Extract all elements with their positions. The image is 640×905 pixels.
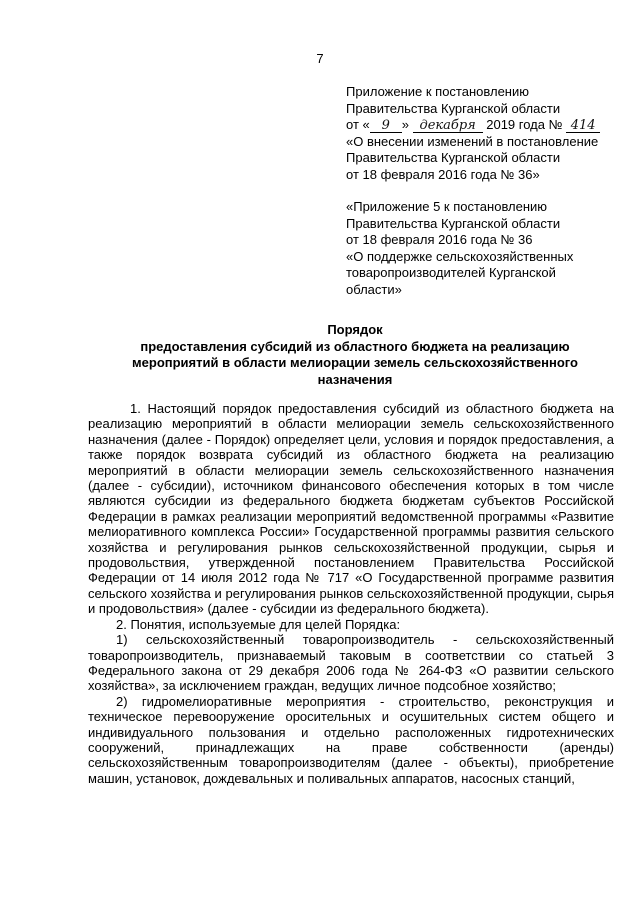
- appendix-line: Правительства Курганской области: [346, 215, 561, 231]
- date-mid: »: [401, 117, 409, 132]
- appendix-line: «Приложение 5 к постановлению: [346, 199, 548, 214]
- appendix-line: «О поддержке сельскохозяйственных: [346, 248, 574, 264]
- paragraph-1: 1. Настоящий порядок предоставления субсидий из областного бюджета на реализацию мероприятий в области мелиорации земель сельскохозяйственного назначения (далее - Порядок) определяет цели, условия и порядок предоставления, а также порядок возврата субсидий из областного бюджета на реализацию мероприятий в области мелиорации земель сельскохозяйственного назначения (далее - субсидии), источником финансового обеспечения которых в том числе являются субсидии из федерального бюджета бюджетам субъектов Российской Федерации в рамках реализации мероприятий ведомственной программы «Развитие мелиоративного комплекса России» Государственной программы развития сельского хозяйства и регулирования рынков сельскохозяйственной продукции, сырья и продовольствия, утвержденной постановлением Правительства Российской Федерации от 14 июля 2012 года № 717 «О Государственной программе развития сельского хозяйства и регулирования рынков сельскохозяйственной продукции, сырья и продовольствия» (далее - субсидии из федерального бюджета).: [88, 401, 614, 617]
- date-suffix: 2019 года №: [486, 117, 563, 132]
- appendix-5-header: [346, 199, 626, 298]
- page-number: 7: [316, 51, 324, 66]
- appendix-line: Приложение к постановлению: [346, 84, 529, 99]
- appendix-line: от 18 февраля 2016 года № 36»: [346, 166, 540, 182]
- document-body: [88, 401, 614, 786]
- title-line: назначения: [317, 371, 393, 387]
- handwritten-day: 9: [370, 119, 402, 133]
- title-line: мероприятий в области мелиорации земель сельскохозяйственного: [132, 355, 578, 370]
- appendix-date-line: [346, 117, 626, 134]
- paragraph-3: 1) сельскохозяйственный товаропроизводитель - сельскохозяйственный товаропроизводитель, признаваемый таковым в соответствии со статьей 3 Федерального закона от 29 декабря 2006 года № 264-ФЗ «О развитии сельского хозяйства», за исключением граждан, ведущих личное подсобное хозяйство;: [88, 632, 614, 694]
- title-line: предоставления субсидий из областного бюджета на реализацию: [140, 338, 570, 354]
- appendix-line: Правительства Курганской области: [346, 100, 561, 116]
- paragraph-4: 2) гидромелиоративные мероприятия - строительство, реконструкция и техническое перевооружение оросительных и осушительных систем общего и индивидуального пользования и отдельно расположенных гидротехнических сооружений, принадлежащих на праве собственности (аренды) сельскохозяйственным товаропроизводителям (далее - объекты), приобретение машин, установок, дождевальных и поливальных аппаратов, насосных станций,: [88, 693, 614, 786]
- appendix-line: «О внесении изменений в постановление: [346, 133, 599, 149]
- appendix-line: области»: [346, 281, 402, 297]
- handwritten-month: декабря: [413, 119, 483, 133]
- appendix-line: товаропроизводителей Курганской: [346, 265, 556, 280]
- appendix-line: Правительства Курганской области: [346, 150, 561, 165]
- document-title: [95, 322, 615, 388]
- appendix-line: от 18 февраля 2016 года № 36: [346, 232, 533, 247]
- date-prefix: от «: [346, 117, 370, 132]
- paragraph-2: 2. Понятия, используемые для целей Порядка:: [116, 616, 401, 632]
- appendix-header: [346, 84, 626, 183]
- title-line: Порядок: [327, 322, 383, 337]
- handwritten-number: 414: [566, 119, 600, 133]
